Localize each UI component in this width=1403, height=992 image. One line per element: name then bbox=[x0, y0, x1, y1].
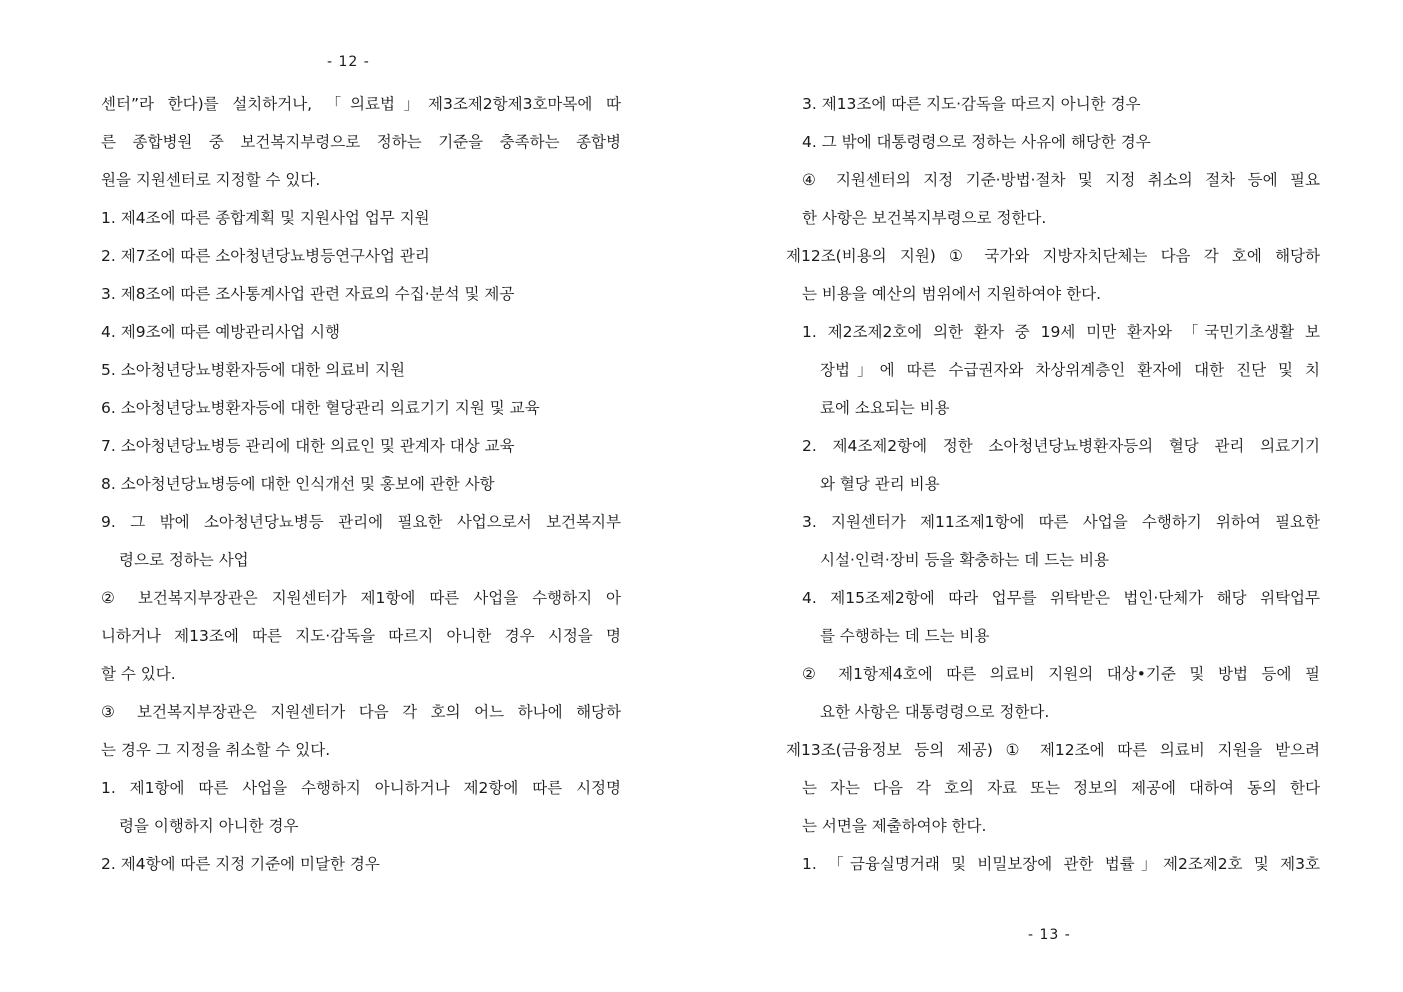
text-line: 를 수행하는 데 드는 비용 bbox=[820, 627, 990, 645]
text-line: 른 종합병원 중 보건복지부령으로 정하는 기준을 충족하는 종합병 bbox=[101, 133, 621, 151]
text-line: 할 수 있다. bbox=[101, 665, 176, 683]
text-line: 2. 제4항에 따른 지정 기준에 미달한 경우 bbox=[101, 855, 380, 873]
text-line: 제13조(금융정보 등의 제공) ① 제12조에 따른 의료비 지원을 받으려 bbox=[786, 741, 1320, 759]
text-line: 센터”라 한다)를 설치하거나, 「의료법」제3조제2항제3호마목에 따 bbox=[101, 95, 621, 113]
text-line: 3. 제13조에 따른 지도·감독을 따르지 아니한 경우 bbox=[802, 95, 1141, 113]
text-line: 3. 제8조에 따른 조사통계사업 관련 자료의 수집·분석 및 제공 bbox=[101, 285, 515, 303]
text-line: 8. 소아청년당뇨병등에 대한 인식개선 및 홍보에 관한 사항 bbox=[101, 475, 495, 493]
text-line: 는 서면을 제출하여야 한다. bbox=[802, 817, 987, 835]
text-line: 5. 소아청년당뇨병환자등에 대한 의료비 지원 bbox=[101, 361, 406, 379]
text-line: 2. 제4조제2항에 정한 소아청년당뇨병환자등의 혈당 관리 의료기기 bbox=[802, 437, 1320, 455]
text-line: ④ 지원센터의 지정 기준·방법·절차 및 지정 취소의 절차 등에 필요 bbox=[802, 171, 1320, 189]
text-line: 제12조(비용의 지원) ① 국가와 지방자치단체는 다음 각 호에 해당하 bbox=[786, 247, 1320, 265]
text-line: ② 제1항제4호에 따른 의료비 지원의 대상•기준 및 방법 등에 필 bbox=[802, 665, 1320, 683]
text-line: 4. 제15조제2항에 따라 업무를 위탁받은 법인·단체가 해당 위탁업무 bbox=[802, 589, 1320, 607]
text-line: 는 비용을 예산의 범위에서 지원하여야 한다. bbox=[802, 285, 1102, 303]
text-line: 시설·인력·장비 등을 확충하는 데 드는 비용 bbox=[820, 551, 1110, 569]
text-line: 와 혈당 관리 비용 bbox=[820, 475, 940, 493]
text-line: 1. 제4조에 따른 종합계획 및 지원사업 업무 지원 bbox=[101, 209, 430, 227]
text-line: 장법」에 따른 수급권자와 차상위계층인 환자에 대한 진단 및 치 bbox=[820, 361, 1320, 379]
text-line: 료에 소요되는 비용 bbox=[820, 399, 950, 417]
text-line: 원을 지원센터로 지정할 수 있다. bbox=[101, 171, 321, 189]
text-line: 령으로 정하는 사업 bbox=[119, 551, 249, 569]
text-line: 4. 제9조에 따른 예방관리사업 시행 bbox=[101, 323, 341, 341]
text-line: 1. 제1항에 따른 사업을 수행하지 아니하거나 제2항에 따른 시정명 bbox=[101, 779, 621, 797]
page-number-right: - 13 - bbox=[1028, 927, 1071, 943]
text-line: 령을 이행하지 아니한 경우 bbox=[119, 817, 299, 835]
text-line: 는 경우 그 지정을 취소할 수 있다. bbox=[101, 741, 331, 759]
text-line: 요한 사항은 대통령령으로 정한다. bbox=[820, 703, 1050, 721]
text-line: 1. 제2조제2호에 의한 환자 중 19세 미만 환자와 「국민기초생활 보 bbox=[802, 323, 1320, 341]
text-line: 1. 「금융실명거래 및 비밀보장에 관한 법률」제2조제2호 및 제3호 bbox=[802, 855, 1320, 873]
text-line: ③ 보건복지부장관은 지원센터가 다음 각 호의 어느 하나에 해당하 bbox=[101, 703, 621, 721]
text-line: 는 자는 다음 각 호의 자료 또는 정보의 제공에 대하여 동의 한다 bbox=[802, 779, 1320, 797]
page-number-left: - 12 - bbox=[327, 54, 370, 70]
text-line: 한 사항은 보건복지부령으로 정한다. bbox=[802, 209, 1047, 227]
text-line: 니하거나 제13조에 따른 지도·감독을 따르지 아니한 경우 시정을 명 bbox=[101, 627, 621, 645]
text-line: ② 보건복지부장관은 지원센터가 제1항에 따른 사업을 수행하지 아 bbox=[101, 589, 621, 607]
text-line: 7. 소아청년당뇨병등 관리에 대한 의료인 및 관계자 대상 교육 bbox=[101, 437, 515, 455]
text-line: 3. 지원센터가 제11조제1항에 따른 사업을 수행하기 위하여 필요한 bbox=[802, 513, 1320, 531]
text-line: 6. 소아청년당뇨병환자등에 대한 혈당관리 의료기기 지원 및 교육 bbox=[101, 399, 540, 417]
text-line: 2. 제7조에 따른 소아청년당뇨병등연구사업 관리 bbox=[101, 247, 430, 265]
text-line: 9. 그 밖에 소아청년당뇨병등 관리에 필요한 사업으로서 보건복지부 bbox=[101, 513, 621, 531]
text-line: 4. 그 밖에 대통령령으로 정하는 사유에 해당한 경우 bbox=[802, 133, 1151, 151]
